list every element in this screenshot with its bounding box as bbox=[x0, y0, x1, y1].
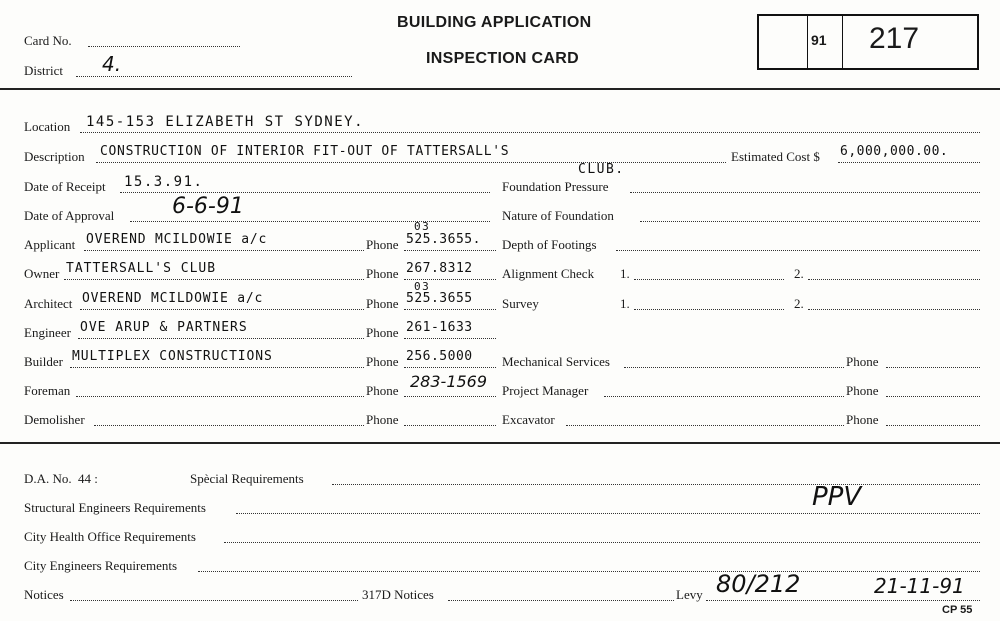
card-no-line bbox=[88, 46, 240, 47]
date-of-receipt-label: Date of Receipt bbox=[24, 179, 106, 194]
date-of-approval-label: Date of Approval bbox=[24, 208, 115, 223]
applicant-phone-prefix: 03 bbox=[414, 220, 431, 233]
survey-item-2: 2. bbox=[794, 296, 804, 311]
da-no-value: 44 : bbox=[78, 471, 98, 486]
nature-of-foundation-label: Nature of Foundation bbox=[502, 208, 614, 223]
owner-phone-label: Phone bbox=[366, 266, 399, 281]
description-value: CONSTRUCTION OF INTERIOR FIT-OUT OF TATTERSALL'S bbox=[100, 144, 510, 159]
excavator-phone-label: Phone bbox=[846, 412, 879, 427]
engineer-value: OVE ARUP & PARTNERS bbox=[80, 320, 248, 335]
header-rule bbox=[0, 88, 1000, 90]
builder-value: MULTIPLEX CONSTRUCTIONS bbox=[72, 349, 273, 364]
mechanical-services-label: Mechanical Services bbox=[502, 354, 610, 369]
levy-value: 80/212 bbox=[716, 570, 801, 598]
owner-value: TATTERSALL'S CLUB bbox=[66, 261, 217, 276]
location-value: 145-153 ELIZABETH ST SYDNEY. bbox=[86, 114, 365, 130]
district-value: 4. bbox=[102, 52, 122, 76]
architect-phone-label: Phone bbox=[366, 296, 399, 311]
applicant-label: Applicant bbox=[24, 237, 76, 252]
depth-of-footings-label: Depth of Footings bbox=[502, 237, 597, 252]
architect-label: Architect bbox=[24, 296, 73, 311]
builder-phone-label: Phone bbox=[366, 354, 399, 369]
survey-label: Survey bbox=[502, 296, 539, 311]
architect-phone-prefix: 03 bbox=[414, 280, 431, 293]
foreman-phone-value: 283-1569 bbox=[410, 372, 488, 391]
project-manager-label: Project Manager bbox=[502, 383, 589, 398]
district-label: District bbox=[24, 63, 63, 78]
application-number-box bbox=[757, 14, 979, 70]
alignment-check-item-1: 1. bbox=[620, 266, 630, 281]
form-title-line2: INSPECTION CARD bbox=[426, 50, 579, 67]
survey-item-1: 1. bbox=[620, 296, 630, 311]
architect-phone-value: 525.3655 bbox=[406, 291, 473, 306]
project-manager-phone-label: Phone bbox=[846, 383, 879, 398]
demolisher-label: Demolisher bbox=[24, 412, 85, 427]
notices-label: Notices bbox=[24, 587, 64, 602]
owner-phone-value: 267.8312 bbox=[406, 261, 473, 276]
health-requirements-label: City Health Office Requirements bbox=[24, 529, 196, 544]
structural-requirements-value: PPV bbox=[812, 482, 862, 512]
alignment-check-item-2: 2. bbox=[794, 266, 804, 281]
district-line bbox=[76, 76, 352, 77]
description-label: Description bbox=[24, 149, 85, 164]
excavator-label: Excavator bbox=[502, 412, 555, 427]
date-of-approval-value: 6-6-91 bbox=[172, 194, 244, 219]
builder-phone-value: 256.5000 bbox=[406, 349, 473, 364]
architect-value: OVEREND MCILDOWIE a/c bbox=[82, 291, 264, 306]
engineer-phone-value: 261-1633 bbox=[406, 320, 473, 335]
structural-requirements-label: Structural Engineers Requirements bbox=[24, 500, 206, 515]
city-engineers-requirements-label: City Engineers Requirements bbox=[24, 558, 178, 573]
applicant-value: OVEREND MCILDOWIE a/c bbox=[86, 232, 268, 247]
foreman-phone-label: Phone bbox=[366, 383, 399, 398]
foreman-label: Foreman bbox=[24, 383, 71, 398]
middle-rule bbox=[0, 442, 1000, 444]
description-value-line2: CLUB. bbox=[578, 162, 625, 177]
mechanical-services-phone-label: Phone bbox=[846, 354, 879, 369]
levy-date: 21-11-91 bbox=[874, 574, 965, 598]
form-title-line1: BUILDING APPLICATION bbox=[397, 14, 592, 31]
date-of-receipt-value: 15.3.91. bbox=[124, 174, 204, 190]
estimated-cost-label: Estimated Cost $ bbox=[731, 149, 820, 164]
application-number: 217 bbox=[869, 22, 920, 55]
applicant-phone-label: Phone bbox=[366, 237, 399, 252]
form-code: CP 55 bbox=[942, 604, 973, 616]
da-no-label: D.A. No. bbox=[24, 471, 72, 486]
levy-label: Levy bbox=[676, 587, 703, 602]
builder-label: Builder bbox=[24, 354, 63, 369]
estimated-cost-value: 6,000,000.00. bbox=[840, 144, 949, 159]
location-label: Location bbox=[24, 119, 71, 134]
demolisher-phone-label: Phone bbox=[366, 412, 399, 427]
foundation-pressure-label: Foundation Pressure bbox=[502, 179, 609, 194]
card-no-label: Card No. bbox=[24, 33, 72, 48]
year-code: 91 bbox=[811, 32, 827, 48]
applicant-phone-value: 525.3655. bbox=[406, 232, 481, 247]
owner-label: Owner bbox=[24, 266, 60, 281]
engineer-label: Engineer bbox=[24, 325, 71, 340]
alignment-check-label: Alignment Check bbox=[502, 266, 595, 281]
engineer-phone-label: Phone bbox=[366, 325, 399, 340]
special-requirements-label: Spècial Requirements bbox=[190, 471, 304, 486]
notices-317d-label: 317D Notices bbox=[362, 587, 434, 602]
